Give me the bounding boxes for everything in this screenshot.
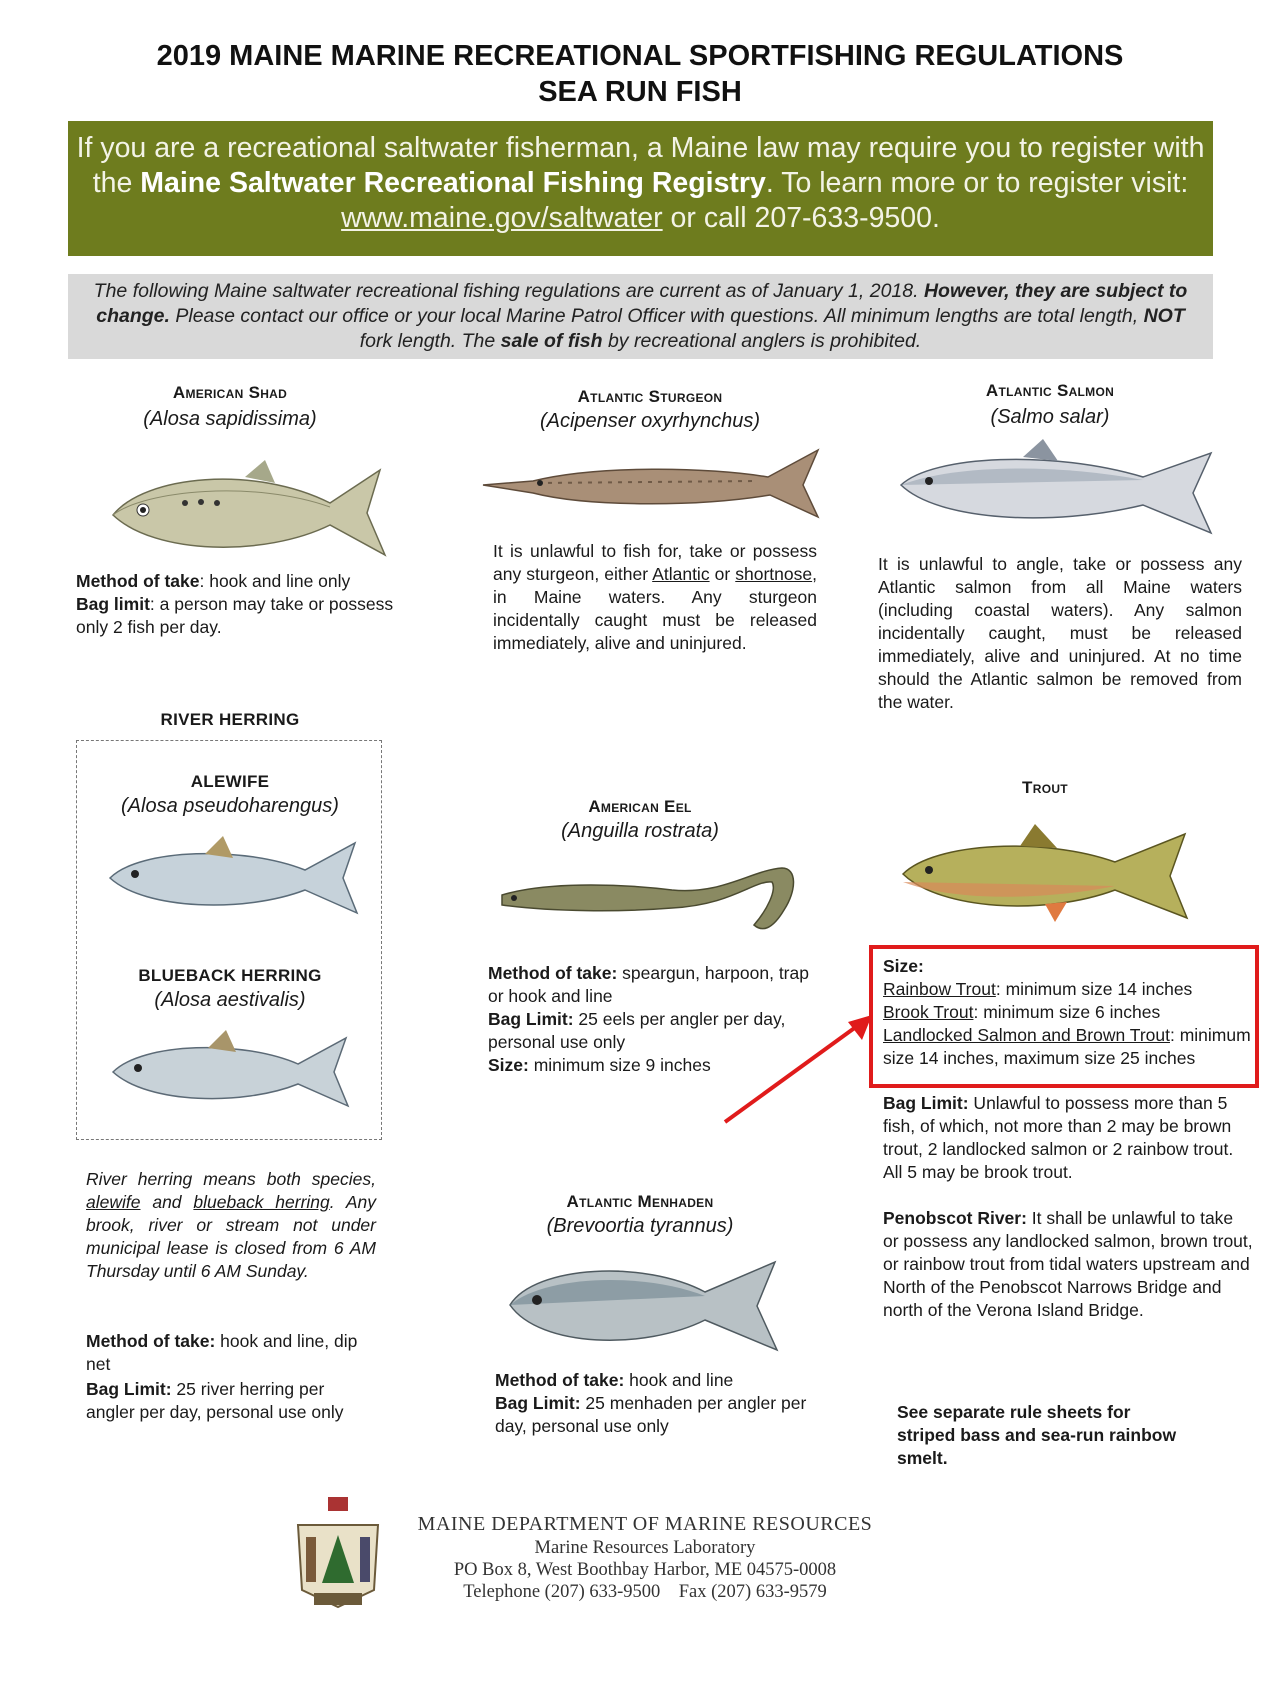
sturgeon-rules: It is unlawful to fish for, take or possess any sturgeon, either Atlantic or shortnose, in Maine waters. Any sturgeon incidentally caught must be released immediately, alive and uninjured. bbox=[493, 541, 817, 653]
trout-name: Trout bbox=[1022, 778, 1068, 797]
shad-sci: (Alosa sapidissima) bbox=[143, 408, 317, 430]
blueback-name: BLUEBACK HERRING bbox=[138, 966, 322, 985]
registry-name: Maine Saltwater Recreational Fishing Registry bbox=[140, 167, 766, 199]
river-herring-rules: Method of take: hook and line, dip net Bag Limit: 25 river herring per angler per day, personal use only bbox=[86, 1331, 358, 1422]
blueback-image bbox=[108, 1020, 353, 1115]
eel-sci: (Anguilla rostrata) bbox=[561, 820, 719, 842]
trout-bag-rules: Bag Limit: Unlawful to possess more than 5 fish, of which, not more than 2 may be brown trout, 2 landlocked salmon or 2 rainbow trout. All 5 may be brook trout. bbox=[883, 1093, 1234, 1182]
trout-penobscot-rules: Penobscot River: It shall be unlawful to take or possess any landlocked salmon, brown trout, or rainbow trout from tidal waters upstream and North of the Penobscot Narrows Bridge and north of the Verona Island Bridge. bbox=[883, 1208, 1253, 1320]
shad-rules: Method of take: hook and line only Bag limit: a person may take or possess only 2 fish per day. bbox=[76, 571, 394, 637]
river-herring-heading: RIVER HERRING bbox=[160, 710, 300, 729]
regulations-notice: The following Maine saltwater recreational fishing regulations are current as of January 1, 2018. However, they are subject to change. Please contact our office or your local Marine Patrol Officer with questions. All minimum lengths are total length, NOT fork length. The sale of fish by recreational anglers is prohibited. bbox=[68, 274, 1213, 359]
salmon-rules: It is unlawful to angle, take or possess any Atlantic salmon from all Maine waters (including coastal waters). Any salmon incidentally caught, must be released immediately, alive and uninjured. At no time should the Atlantic salmon be removed from the water. bbox=[878, 554, 1242, 712]
footer-lab: Marine Resources Laboratory bbox=[534, 1538, 756, 1558]
saltwater-link[interactable]: www.maine.gov/saltwater bbox=[341, 202, 663, 234]
alewife-sci: (Alosa pseudoharengus) bbox=[121, 795, 339, 817]
sturgeon-sci: (Acipenser oxyrhynchus) bbox=[539, 410, 761, 432]
menhaden-name: Atlantic Menhaden bbox=[566, 1192, 714, 1211]
footer-address bbox=[400, 1513, 890, 1603]
menhaden-sci: (Brevoortia tyrannus) bbox=[546, 1215, 734, 1237]
trout-size-highlight bbox=[869, 945, 1259, 1088]
alewife-image bbox=[105, 828, 365, 923]
shad-image bbox=[105, 455, 390, 565]
menhaden-image bbox=[505, 1250, 785, 1360]
sturgeon-image bbox=[478, 445, 828, 525]
salmon-image bbox=[893, 435, 1218, 545]
title-line-1: 2019 MAINE MARINE RECREATIONAL SPORTFISHING REGULATIONS bbox=[156, 40, 1124, 72]
footer-agency: MAINE DEPARTMENT OF MARINE RESOURCES bbox=[417, 1513, 873, 1535]
shad-name: American Shad bbox=[172, 383, 288, 402]
menhaden-rules: Method of take: hook and line Bag Limit: 25 menhaden per angler per day, personal use only bbox=[495, 1370, 807, 1436]
trout-size-rules: Size: Rainbow Trout: minimum size 14 inches Brook Trout: minimum size 6 inches Landlocked Salmon and Brown Trout: minimum size 14 inches, maximum size 25 inches bbox=[883, 956, 1251, 1068]
eel-name: American Eel bbox=[588, 797, 692, 816]
alewife-name: ALEWIFE bbox=[190, 772, 270, 791]
trout-image bbox=[895, 812, 1195, 932]
eel-rules: Method of take: speargun, harpoon, trap or hook and line Bag Limit: 25 eels per angler per day, personal use only Size: minimum size 9 inches bbox=[488, 963, 809, 1075]
title-line-2: SEA RUN FISH bbox=[538, 76, 742, 108]
salmon-sci: (Salmo salar) bbox=[990, 406, 1110, 428]
blueback-sci: (Alosa aestivalis) bbox=[154, 989, 306, 1011]
registry-banner: If you are a recreational saltwater fisherman, a Maine law may require you to register with the Maine Saltwater Recreational Fishing Registry. To learn more or to register visit: www.maine.gov/saltwater or call 207-633-9500. bbox=[68, 121, 1213, 256]
footer-phone: Telephone (207) 633-9500 Fax (207) 633-9579 bbox=[463, 1582, 827, 1602]
river-herring-note: River herring means both species, alewife and blueback herring. Any brook, river or stream not under municipal lease is closed from 6 AM Thursday until 6 AM Sunday. bbox=[86, 1169, 376, 1281]
salmon-name: Atlantic Salmon bbox=[985, 381, 1115, 400]
eel-image bbox=[492, 850, 802, 950]
footer-po-box: PO Box 8, West Boothbay Harbor, ME 04575-0008 bbox=[453, 1560, 837, 1580]
maine-seal-icon bbox=[288, 1495, 388, 1620]
sturgeon-name: Atlantic Sturgeon bbox=[577, 387, 723, 406]
see-separate-note: See separate rule sheets for striped bass and sea-run rainbow smelt. bbox=[897, 1402, 1177, 1468]
page-title bbox=[0, 38, 1280, 110]
highlight-arrow-icon bbox=[720, 1010, 880, 1130]
